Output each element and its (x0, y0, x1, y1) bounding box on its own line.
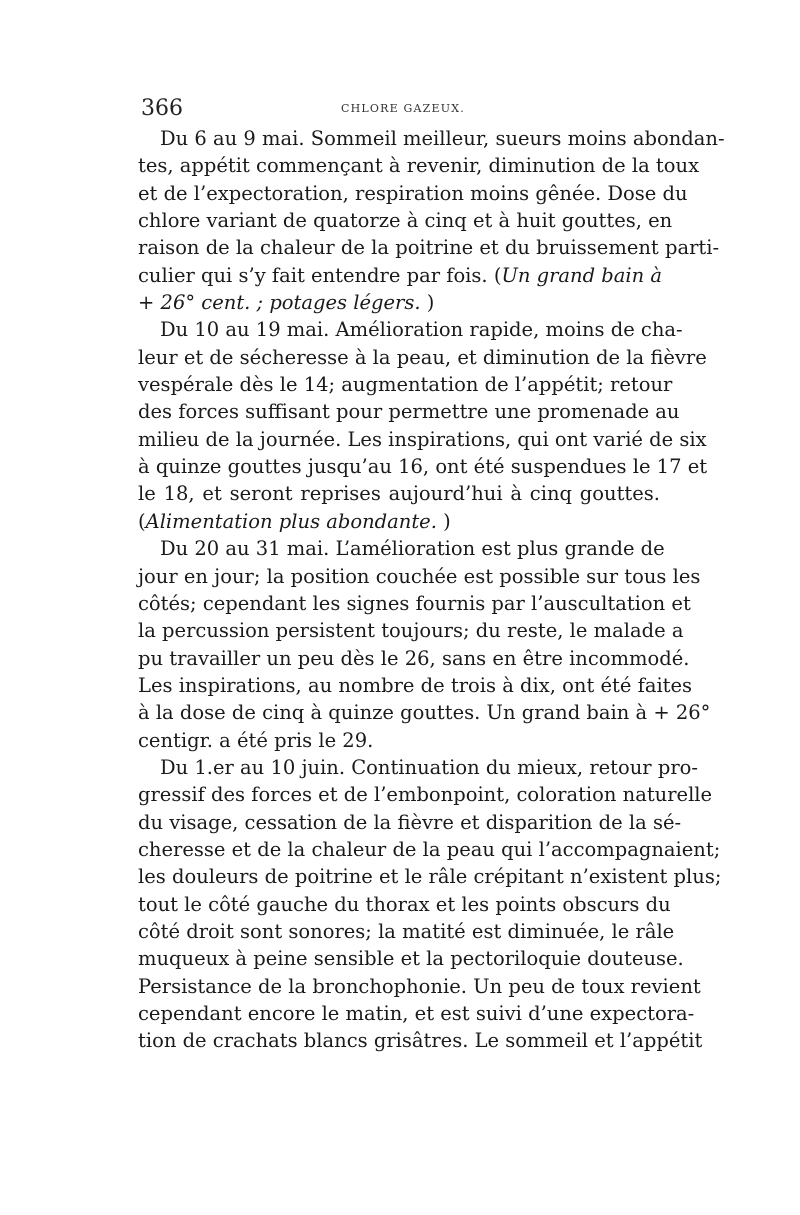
text-line (138, 1027, 703, 1054)
line-text: culier qui s’y fait entendre par fois. ( (138, 263, 502, 287)
line-text: du visage, cessation de la fièvre et disparition de la sé- (138, 810, 682, 834)
text-line (138, 891, 671, 918)
text-line (138, 563, 701, 590)
text-line (138, 918, 675, 945)
running-head: CHLORE GAZEUX. (341, 102, 465, 115)
paragraph (138, 754, 722, 1055)
line-text: tion de crachats blancs grisâtres. Le sommeil et l’appétit (138, 1029, 703, 1053)
text-line (138, 180, 688, 207)
line-text: et de l’expectoration, respiration moins gênée. Dose du (138, 181, 688, 205)
line-text: ( (138, 509, 146, 533)
line-text: leur et de sécheresse à la peau, et diminution de la fièvre (138, 345, 707, 369)
text-line (138, 672, 693, 699)
line-text: ) (436, 509, 451, 533)
text-line (138, 289, 660, 316)
text-line (138, 508, 660, 535)
line-text: Les inspirations, au nombre de trois à dix, ont été faites (138, 673, 693, 697)
text-line (138, 453, 708, 480)
text-line (138, 973, 701, 1000)
line-text: centigr. a été pris le 29. (138, 728, 374, 752)
text-line (138, 945, 684, 972)
text-line (138, 727, 660, 754)
line-text: pu travailler un peu dès le 26, sans en être incommodé. (138, 646, 690, 670)
text-line (138, 234, 720, 261)
paragraph (138, 535, 711, 754)
line-text: Du 1.er au 10 juin. Continuation du mieux, retour pro- (160, 755, 698, 779)
text-line (138, 863, 722, 890)
text-line (138, 316, 683, 343)
line-text: Du 10 au 19 mai. Amélioration rapide, moins de cha- (160, 318, 683, 342)
page-header (141, 96, 661, 122)
body-text (138, 125, 725, 1055)
line-text: cependant encore le matin, et est suivi d’une expectora- (138, 1002, 695, 1025)
text-line (138, 344, 707, 371)
text-line (138, 426, 707, 453)
text-line (138, 152, 700, 179)
line-text: muqueux à peine sensible et la pectoriloquie douteuse. (138, 947, 684, 971)
line-text: milieu de la journée. Les inspirations, qui ont varié de six (138, 427, 707, 451)
line-text: jour en jour; la position couchée est possible sur tous les (138, 564, 701, 588)
line-text: à la dose de cinq à quinze gouttes. Un grand bain à + 26° (138, 701, 711, 725)
line-text: gressif des forces et de l’embonpoint, coloration naturelle (138, 783, 713, 807)
line-text: la percussion persistent toujours; du reste, le malade a (138, 619, 684, 643)
text-line (138, 754, 698, 781)
text-line (138, 262, 663, 289)
text-line (138, 836, 721, 863)
text-line (138, 809, 682, 836)
italic-note: + 26° cent. ; potages légers. (138, 291, 421, 315)
line-text: chlore variant de quatorze à cinq et à huit gouttes, en (138, 209, 673, 233)
line-text: tout le côté gauche du thorax et les points obscurs du (138, 892, 671, 916)
text-line (138, 590, 691, 617)
italic-note: Alimentation plus abondante. (145, 509, 437, 533)
line-text: cheresse et de la chaleur de la peau qui l’accompagnaient; (138, 837, 721, 861)
line-text: raison de la chaleur de la poitrine et du bruissement parti- (138, 236, 720, 260)
text-line (138, 207, 673, 234)
line-text: des forces suffisant pour permettre une promenade au (138, 400, 680, 424)
text-line (138, 125, 725, 152)
line-text: tes, appétit commençant à revenir, diminution de la toux (138, 154, 700, 178)
line-text: à quinze gouttes jusqu’au 16, ont été suspendues le 17 et (138, 455, 708, 479)
text-line (138, 535, 665, 562)
paragraph (138, 125, 725, 316)
line-text: le 18, et seront reprises aujourd’hui à cinq gouttes. (138, 482, 660, 506)
text-line (138, 371, 673, 398)
text-line (138, 617, 684, 644)
text-line (138, 781, 713, 808)
line-text: côté droit sont sonores; la matité est diminuée, le râle (138, 919, 675, 943)
text-line (138, 480, 660, 507)
line-text: ) (420, 291, 435, 315)
line-text: vespérale dès le 14; augmentation de l’appétit; retour (138, 373, 673, 397)
line-text: côtés; cependant les signes fournis par l’auscultation et (138, 591, 691, 615)
text-line (138, 645, 690, 672)
paragraph (138, 316, 708, 535)
line-text: Du 20 au 31 mai. L’amélioration est plus grande de (160, 537, 665, 561)
line-text: les douleurs de poitrine et le râle crépitant n’existent plus; (138, 865, 722, 889)
text-line (138, 398, 680, 425)
text-line (138, 1000, 695, 1027)
italic-note: Un grand bain à (501, 263, 663, 287)
line-text: Persistance de la bronchophonie. Un peu de toux revient (138, 974, 701, 998)
text-line (138, 699, 711, 726)
page-number: 366 (141, 96, 183, 121)
line-text: Du 6 au 9 mai. Sommeil meilleur, sueurs moins abondan- (160, 127, 725, 150)
